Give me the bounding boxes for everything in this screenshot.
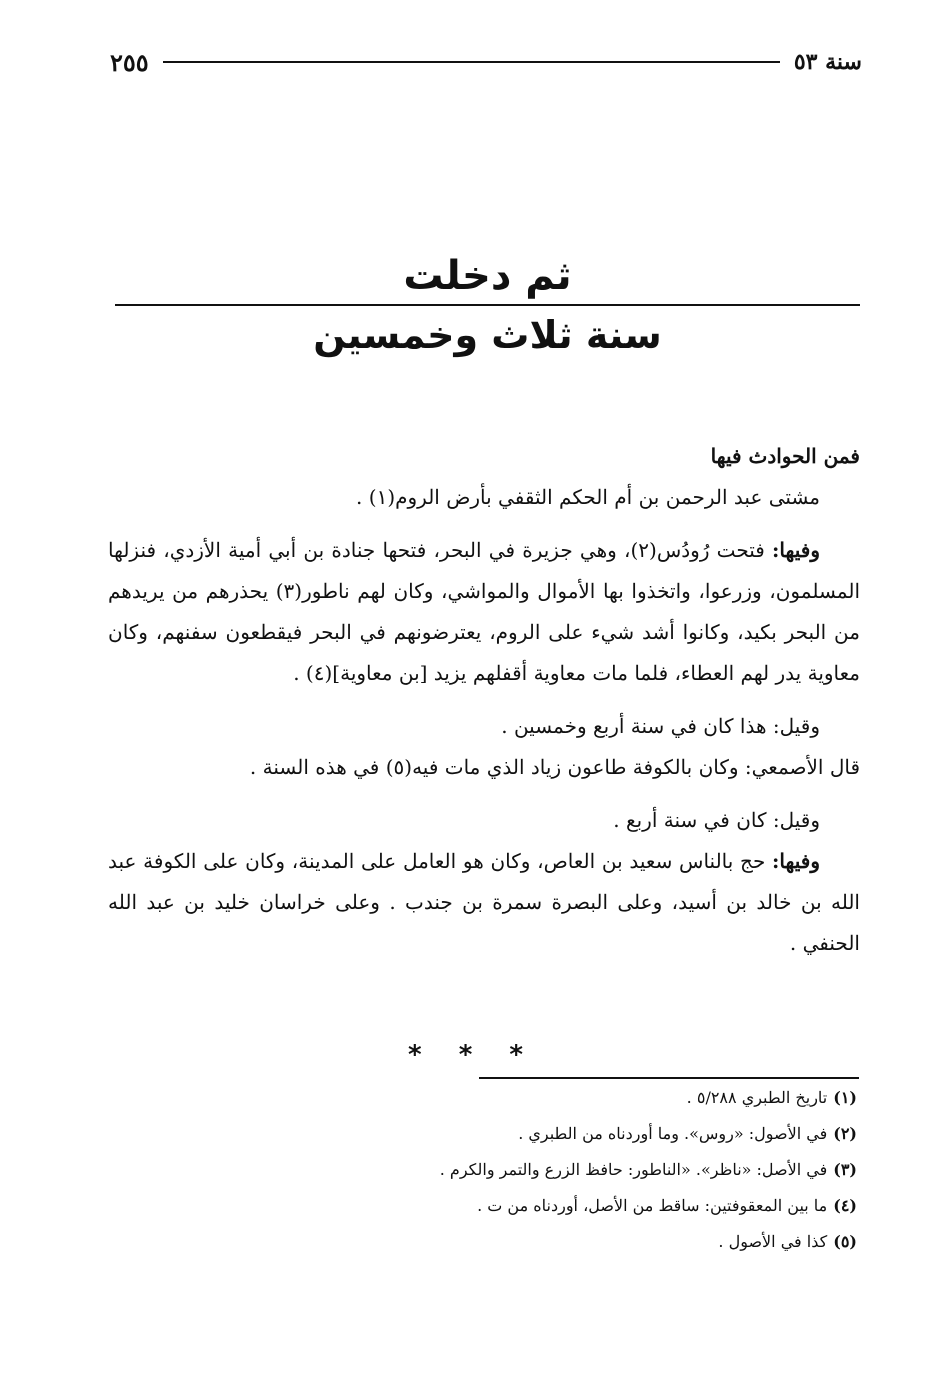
footnote-rule — [479, 1077, 859, 1079]
running-header-year: سنة ٥٣ — [793, 49, 862, 75]
running-header — [110, 42, 862, 82]
footnote-text: ما بين المعقوفتين: ساقط من الأصل، أوردناه من ت . — [477, 1196, 828, 1215]
footnote-number: (١) — [833, 1088, 857, 1107]
footnote-text: في الأصل: «ناظر». «الناطور: حافظ الزرع والتمر والكرم . — [439, 1160, 828, 1179]
paragraph: مشتى عبد الرحمن بن أم الحكم الثقفي بأرض الروم(١) . — [356, 485, 820, 509]
footnote — [157, 1116, 857, 1152]
footnotes — [157, 1080, 857, 1260]
paragraph: قال الأصمعي: وكان بالكوفة طاعون زياد الذي مات فيه(٥) في هذه السنة . — [249, 755, 860, 779]
paragraph — [108, 530, 860, 694]
footnote-text: تاريخ الطبري ٥/٢٨٨ . — [686, 1088, 828, 1107]
paragraph-lead: وفيها: — [772, 849, 820, 873]
footnote — [157, 1152, 857, 1188]
chapter-heading-line2: سنة ثلاث وخمسين — [313, 313, 662, 357]
paragraph: وقيل: هذا كان في سنة أربع وخمسين . — [501, 714, 820, 738]
paragraph — [108, 841, 860, 964]
footnote-text: في الأصول: «روس». وما أوردناه من الطبري . — [518, 1124, 828, 1143]
paragraph-text: فتحت رُودُس(٢)، وهي جزيرة في البحر، فتحها جنادة بن أبي أمية الأزدي، فنزلها المسلمون، وزرعوا، واتخذوا بها الأموال والمواشي، وكان لهم ناطور(٣) يحذرهم من يريدهم من البحر بكيد، وكانوا أشد شيء على الروم، يعترضونهم في البحر فيقطعون سفنهم، وكان معاوية يدر لهم العطاء، فلما مات معاوية أقفلهم يزيد [بن معاوية](٤) . — [108, 538, 860, 685]
footnote-number: (٣) — [833, 1160, 857, 1179]
footnote-number: (٥) — [833, 1232, 857, 1251]
body-text — [108, 436, 860, 964]
footnote-number: (٤) — [833, 1196, 857, 1215]
paragraph-lead: وفيها: — [772, 538, 820, 562]
chapter-heading-rule — [115, 304, 860, 306]
running-header-rule — [163, 61, 780, 63]
section-separator: * * * — [408, 1040, 537, 1070]
footnote — [157, 1224, 857, 1260]
section-subhead: فمن الحوادث فيها — [710, 444, 860, 468]
footnote-text: كذا في الأصول . — [718, 1232, 828, 1251]
chapter-heading — [115, 250, 860, 360]
chapter-heading-line1: ثم دخلت — [403, 253, 572, 299]
footnote — [157, 1188, 857, 1224]
footnote — [157, 1080, 857, 1116]
paragraph: وقيل: كان في سنة أربع . — [613, 808, 820, 832]
paragraph-text: حج بالناس سعيد بن العاص، وكان هو العامل على المدينة، وكان على الكوفة عبد الله بن خالد بن أسيد، وعلى البصرة سمرة بن جندب . وعلى خراسان خليد بن عبد الله الحنفي . — [108, 849, 860, 955]
footnote-number: (٢) — [833, 1124, 857, 1143]
page-number: ٢٥٥ — [110, 47, 149, 77]
